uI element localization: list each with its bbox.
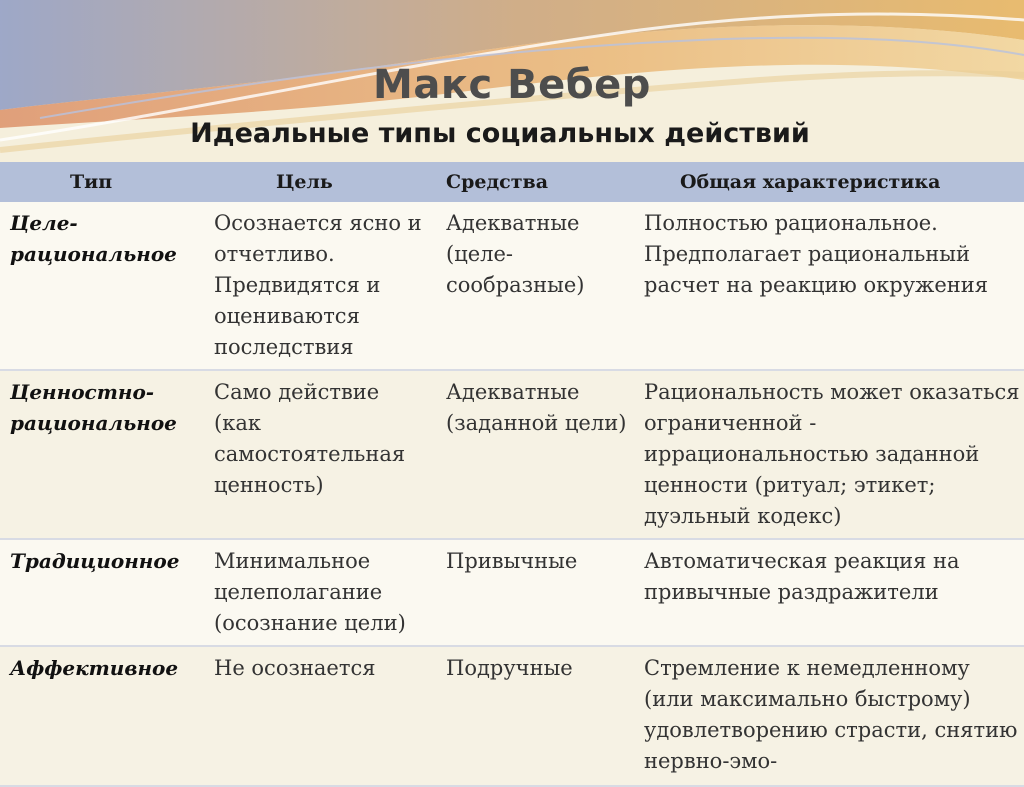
table-row: [0, 539, 1024, 646]
row-means: Адекватные (заданной цели): [436, 370, 634, 539]
row-goal: Не осознается: [204, 646, 436, 786]
page-title: Макс Вебер: [373, 62, 651, 108]
row-description: Полностью рациональное. Предполагает рациональный расчет на реакцию окружения: [634, 202, 1024, 370]
row-goal: Само действие (как самостоятельная ценность): [204, 370, 436, 539]
header-description: Общая характеристика: [634, 162, 1024, 202]
social-actions-table: [0, 162, 1024, 787]
row-description: Автоматическая реакция на привычные раздражители: [634, 539, 1024, 646]
row-means: Подручные: [436, 646, 634, 786]
table-row: [0, 202, 1024, 370]
row-type: Ценностно-рациональное: [0, 370, 204, 539]
table-row: [0, 646, 1024, 786]
row-description: Стремление к немедленному (или максимально быстрому) удовлетворению страсти, снятию нервно-эмо-: [634, 646, 1024, 786]
table-header-row: [0, 162, 1024, 202]
row-goal: Минимальное целеполагание (осознание цели): [204, 539, 436, 646]
row-means: Адекватные (целе-сообразные): [436, 202, 634, 370]
table-row: [0, 370, 1024, 539]
row-type: Традиционное: [0, 539, 204, 646]
row-goal: Осознается ясно и отчетливо. Предвидятся и оцениваются последствия: [204, 202, 436, 370]
row-means: Привычные: [436, 539, 634, 646]
row-type: Целе-рациональное: [0, 202, 204, 370]
header-means: Средства: [436, 162, 634, 202]
page-subtitle: Идеальные типы социальных действий: [190, 118, 810, 149]
row-description: Рациональность может оказаться ограниченной - иррациональностью заданной ценности (ритуал; этикет; дуэльный кодекс): [634, 370, 1024, 539]
row-type: Аффективное: [0, 646, 204, 786]
header-type: Тип: [0, 162, 204, 202]
header-goal: Цель: [204, 162, 436, 202]
